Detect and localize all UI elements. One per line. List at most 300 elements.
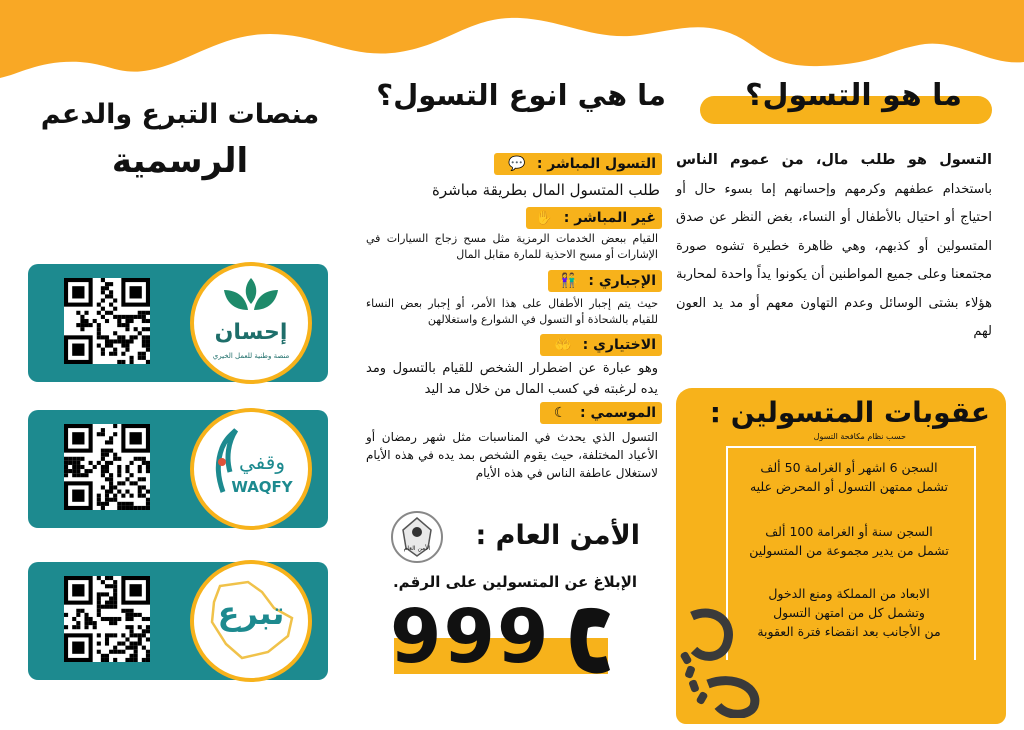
platform-card-ehsan[interactable] — [28, 264, 328, 382]
qr-module — [109, 440, 113, 444]
qr-module — [89, 621, 93, 625]
qr-module — [93, 465, 97, 469]
qr-module — [121, 502, 125, 506]
qr-module — [146, 344, 150, 348]
qr-module — [101, 335, 105, 339]
qr-module — [105, 642, 109, 646]
police-badge-icon — [390, 510, 444, 564]
qr-module — [105, 453, 109, 457]
qr-module — [146, 465, 150, 469]
qr-module — [97, 432, 101, 436]
qr-module — [125, 502, 129, 506]
qr-module — [146, 339, 150, 343]
qr-module — [84, 617, 88, 621]
qr-module — [142, 506, 146, 510]
qr-module — [105, 601, 109, 605]
type-label-seasonal — [540, 402, 662, 424]
qr-module — [125, 658, 129, 662]
qr-code[interactable] — [64, 576, 150, 662]
report-instruction: الإبلاغ عن المتسولين على الرقم. — [392, 573, 638, 591]
qr-module — [68, 461, 72, 465]
qr-module — [125, 348, 129, 352]
qr-module — [142, 311, 146, 315]
qr-module — [146, 654, 150, 658]
qr-module — [125, 637, 129, 641]
qr-module — [130, 432, 142, 444]
qr-module — [146, 629, 150, 633]
punishment-line: وتشمل كل من امتهن التسول — [773, 605, 925, 620]
qr-module — [113, 453, 117, 457]
qr-module — [121, 642, 125, 646]
qr-module — [89, 469, 93, 473]
qr-module — [134, 642, 138, 646]
qr-module — [113, 658, 117, 662]
punishment-line: السجن سنة أو الغرامة 100 ألف — [765, 524, 933, 539]
qr-module — [138, 352, 142, 356]
qr-module — [97, 650, 101, 654]
qr-module — [109, 633, 113, 637]
qr-code[interactable] — [64, 424, 150, 510]
qr-module — [113, 331, 117, 335]
qr-module — [125, 490, 129, 494]
qr-module — [76, 613, 80, 617]
qr-module — [146, 461, 150, 465]
qr-module — [146, 502, 150, 506]
ehsan-logo — [190, 262, 312, 384]
qr-module — [109, 617, 113, 621]
qr-module — [76, 465, 80, 469]
qr-module — [109, 311, 113, 315]
qr-module — [142, 356, 146, 360]
qr-module — [109, 344, 113, 348]
qr-module — [146, 469, 150, 473]
qr-module — [72, 469, 76, 473]
qr-module — [97, 344, 101, 348]
qr-module — [101, 348, 105, 352]
qr-module — [101, 432, 105, 436]
qr-module — [97, 609, 101, 613]
type-description: طلب المتسول المال بطريقة مباشرة — [432, 181, 660, 199]
punishment-line: تشمل من يدير مجموعة من المتسولين — [749, 543, 949, 558]
qr-module — [121, 335, 125, 339]
qr-module — [97, 335, 101, 339]
qr-module — [72, 584, 84, 596]
qr-module — [93, 625, 97, 629]
qr-module — [113, 601, 117, 605]
type-label-indirect — [526, 207, 662, 229]
qr-module — [105, 584, 109, 588]
qr-module — [109, 290, 113, 294]
qr-module — [101, 278, 105, 282]
punishments-title: عقوبات المتسولين : — [709, 396, 990, 429]
qr-module — [97, 605, 101, 609]
qr-module — [101, 315, 105, 319]
qr-module — [105, 465, 109, 469]
qr-module — [142, 327, 146, 331]
qr-module — [80, 609, 84, 613]
punishment-line: الابعاد من المملكة ومنع الدخول — [768, 586, 930, 601]
qr-module — [105, 605, 109, 609]
qr-module — [109, 481, 113, 485]
punishments-subtitle: حسب نظام مكافحة التسول — [813, 432, 906, 441]
qr-module — [97, 576, 101, 580]
qr-module — [142, 339, 146, 343]
qr-module — [101, 298, 105, 302]
qr-module — [146, 498, 150, 502]
type-label-forced — [548, 270, 662, 292]
emergency-number: 999 — [390, 594, 551, 680]
qr-module — [130, 335, 134, 339]
qr-module — [101, 654, 105, 658]
qr-module — [146, 327, 150, 331]
tabarru-name: تبرع — [217, 594, 285, 632]
qr-module — [101, 473, 105, 477]
qr-module — [117, 506, 121, 510]
qr-module — [125, 327, 129, 331]
qr-module — [109, 490, 113, 494]
type-label-text: الإجباري : — [588, 273, 656, 289]
qr-module — [101, 453, 105, 457]
qr-module — [117, 481, 121, 485]
qr-module — [109, 485, 113, 489]
qr-module — [146, 360, 150, 364]
qr-module — [109, 605, 113, 609]
qr-module — [72, 461, 76, 465]
qr-module — [130, 654, 134, 658]
punishment-line: من الأجانب بعد انقضاء فترة العقوبة — [757, 624, 941, 639]
qr-module — [76, 473, 80, 477]
qr-module — [105, 311, 109, 315]
qr-module — [121, 344, 125, 348]
qr-module — [105, 617, 109, 621]
qr-module — [146, 319, 150, 323]
qr-module — [117, 319, 121, 323]
qr-module — [72, 344, 84, 356]
punishment-item — [732, 522, 966, 560]
qr-module — [142, 344, 146, 348]
begging-hand-icon: 🤲 — [554, 337, 572, 353]
qr-module — [146, 658, 150, 662]
police-title: الأمن العام : — [475, 520, 640, 551]
qr-module — [142, 352, 146, 356]
qr-module — [97, 613, 101, 617]
qr-module — [134, 613, 138, 617]
qr-module — [109, 339, 113, 343]
qr-module — [130, 642, 134, 646]
qr-module — [130, 502, 134, 506]
what-is-paragraph — [676, 146, 992, 347]
qr-module — [105, 637, 109, 641]
qr-module — [113, 498, 117, 502]
qr-code[interactable] — [64, 278, 150, 364]
platform-card-waqfy[interactable] — [28, 410, 328, 528]
qr-module — [84, 625, 88, 629]
qr-module — [72, 457, 76, 461]
platform-card-tabarru[interactable] — [28, 562, 328, 680]
qr-module — [109, 596, 113, 600]
qr-module — [113, 339, 117, 343]
qr-module — [138, 315, 142, 319]
qr-module — [130, 506, 134, 510]
qr-module — [97, 601, 101, 605]
qr-module — [105, 490, 109, 494]
qr-module — [125, 319, 129, 323]
type-description: وهو عبارة عن اضطرار الشخص للقيام بالتسول ومد يده لرغبته في كسب المال من خلال مد اليد — [366, 361, 658, 397]
qr-module — [117, 457, 121, 461]
qr-module — [80, 457, 84, 461]
qr-module — [113, 650, 117, 654]
qr-module — [117, 469, 121, 473]
qr-module — [97, 331, 101, 335]
qr-module — [113, 584, 117, 588]
qr-module — [146, 335, 150, 339]
qr-module — [113, 315, 117, 319]
qr-module — [138, 506, 142, 510]
qr-module — [138, 625, 142, 629]
qr-module — [109, 621, 113, 625]
qr-module — [64, 465, 68, 469]
qr-module — [142, 646, 146, 650]
qr-module — [101, 352, 105, 356]
qr-module — [93, 319, 97, 323]
type-description: التسول الذي يحدث في المناسبات مثل شهر رمضان أو الأعياد المختلفة، حيث يقوم الشخص بمد يده في هذه الأيام لاستغلال عاطفة الناس في هذه الأيام — [366, 430, 658, 480]
qr-module — [84, 469, 88, 473]
qr-module — [113, 633, 117, 637]
qr-module — [125, 646, 129, 650]
punishment-item — [732, 458, 966, 496]
qr-module — [101, 469, 105, 473]
qr-module — [97, 592, 101, 596]
qr-module — [113, 592, 117, 596]
qr-module — [80, 465, 84, 469]
qr-module — [117, 323, 121, 327]
qr-module — [97, 461, 101, 465]
qr-module — [130, 494, 134, 498]
qr-module — [117, 360, 121, 364]
type-label-voluntary — [540, 334, 662, 356]
qr-module — [109, 601, 113, 605]
qr-module — [121, 323, 125, 327]
type-label-text: الموسمي : — [579, 405, 656, 421]
qr-module — [121, 352, 125, 356]
qr-module — [146, 348, 150, 352]
qr-module — [68, 469, 72, 473]
qr-module — [113, 352, 117, 356]
waqfy-logo — [190, 408, 312, 530]
qr-module — [113, 298, 117, 302]
qr-module — [80, 319, 84, 323]
qr-module — [101, 485, 105, 489]
qr-module — [121, 633, 125, 637]
qr-module — [64, 613, 68, 617]
qr-module — [130, 473, 134, 477]
qr-module — [117, 473, 121, 477]
qr-module — [97, 327, 101, 331]
qr-module — [97, 323, 101, 327]
qr-module — [64, 457, 68, 461]
qr-module — [105, 469, 109, 473]
qr-module — [138, 331, 142, 335]
phone-icon — [560, 604, 620, 676]
qr-module — [84, 323, 88, 327]
qr-module — [117, 339, 121, 343]
qr-module — [89, 323, 93, 327]
qr-module — [105, 654, 109, 658]
qr-module — [84, 311, 88, 315]
handcuffs-icon — [664, 606, 774, 718]
qr-module — [113, 580, 117, 584]
qr-module — [84, 621, 88, 625]
qr-module — [97, 494, 101, 498]
qr-module — [130, 360, 134, 364]
qr-module — [142, 457, 146, 461]
qr-module — [109, 436, 113, 440]
qr-module — [125, 613, 129, 617]
qr-module — [105, 440, 109, 444]
qr-module — [80, 473, 84, 477]
what-is-lead: التسول هو طلب مال، من عموم الناس — [676, 152, 992, 168]
qr-module — [130, 356, 134, 360]
qr-module — [105, 319, 109, 323]
qr-module — [109, 352, 113, 356]
qr-module — [64, 461, 68, 465]
qr-module — [105, 576, 109, 580]
qr-module — [101, 592, 105, 596]
qr-module — [105, 498, 109, 502]
type-label-text: الاختياري : — [582, 337, 656, 353]
qr-module — [109, 294, 113, 298]
qr-module — [134, 650, 138, 654]
qr-module — [109, 576, 113, 580]
qr-module — [134, 315, 138, 319]
qr-module — [101, 428, 105, 432]
qr-module — [142, 658, 146, 662]
qr-module — [101, 605, 105, 609]
qr-module — [130, 625, 134, 629]
qr-module — [125, 617, 129, 621]
qr-module — [121, 481, 125, 485]
qr-module — [125, 465, 129, 469]
qr-module — [142, 633, 146, 637]
qr-module — [138, 494, 142, 498]
qr-module — [146, 490, 150, 494]
qr-module — [89, 617, 93, 621]
qr-module — [109, 461, 113, 465]
qr-module — [130, 646, 134, 650]
qr-module — [97, 502, 101, 506]
qr-module — [142, 319, 146, 323]
qr-module — [121, 650, 125, 654]
qr-module — [146, 617, 150, 621]
qr-module — [105, 449, 109, 453]
qr-module — [101, 286, 105, 290]
qr-module — [138, 457, 142, 461]
qr-module — [64, 625, 68, 629]
qr-module — [134, 335, 138, 339]
qr-module — [117, 335, 121, 339]
qr-module — [101, 307, 105, 311]
qr-module — [101, 658, 105, 662]
qr-module — [113, 432, 117, 436]
type-label-text: غير المباشر : — [563, 210, 656, 226]
qr-module — [105, 294, 109, 298]
qr-module — [76, 609, 80, 613]
qr-module — [68, 457, 72, 461]
punishment-line: السجن 6 اشهر أو الغرامة 50 ألف — [760, 460, 938, 475]
qr-module — [113, 457, 117, 461]
qr-module — [89, 461, 93, 465]
qr-module — [146, 625, 150, 629]
qr-module — [146, 506, 150, 510]
qr-module — [134, 646, 138, 650]
qr-module — [146, 311, 150, 315]
qr-module — [121, 506, 125, 510]
qr-module — [121, 494, 125, 498]
qr-module — [130, 319, 134, 323]
qr-module — [138, 469, 142, 473]
qr-module — [125, 477, 129, 481]
qr-module — [97, 642, 101, 646]
qr-module — [134, 654, 138, 658]
qr-module — [130, 617, 134, 621]
qr-module — [84, 613, 88, 617]
qr-module — [121, 339, 125, 343]
qr-module — [101, 502, 105, 506]
qr-module — [142, 315, 146, 319]
type-label-direct — [494, 153, 662, 175]
qr-module — [142, 629, 146, 633]
platforms-title-line1: منصات التبرع والدعم — [40, 99, 320, 130]
platforms-title — [30, 92, 330, 184]
qr-module — [130, 629, 134, 633]
qr-module — [130, 609, 134, 613]
qr-module — [117, 502, 121, 506]
qr-module — [138, 490, 142, 494]
qr-module — [72, 642, 84, 654]
qr-module — [138, 485, 142, 489]
qr-module — [142, 461, 146, 465]
what-is-title: ما هو التسول؟ — [745, 78, 962, 113]
qr-module — [121, 315, 125, 319]
qr-module — [130, 584, 142, 596]
qr-module — [146, 637, 150, 641]
children-icon: 👫 — [559, 273, 578, 289]
qr-module — [113, 617, 117, 621]
qr-module — [121, 609, 125, 613]
types-title: ما هي انوع التسول؟ — [376, 78, 666, 112]
qr-module — [76, 621, 80, 625]
qr-module — [76, 461, 80, 465]
ehsan-tagline: منصة وطنية للعمل الخيري — [212, 352, 290, 360]
qr-module — [97, 311, 101, 315]
qr-module — [84, 473, 88, 477]
qr-module — [138, 633, 142, 637]
qr-module — [130, 658, 134, 662]
qr-module — [105, 592, 109, 596]
type-description: حيث يتم إجبار الأطفال على هذا الأمر، أو إجبار بعض النساء للقيام بالشحاذة أو التسول في الشوارع واستغلالهن — [366, 297, 658, 326]
qr-module — [109, 584, 113, 588]
ehsan-name: إحسان — [214, 320, 288, 345]
speech-bubble-icon: 💬 — [508, 156, 526, 172]
qr-module — [113, 485, 117, 489]
qr-module — [105, 344, 109, 348]
qr-module — [97, 303, 101, 307]
qr-module — [113, 494, 117, 498]
qr-module — [113, 646, 117, 650]
qr-module — [117, 315, 121, 319]
qr-module — [72, 473, 76, 477]
qr-module — [125, 506, 129, 510]
